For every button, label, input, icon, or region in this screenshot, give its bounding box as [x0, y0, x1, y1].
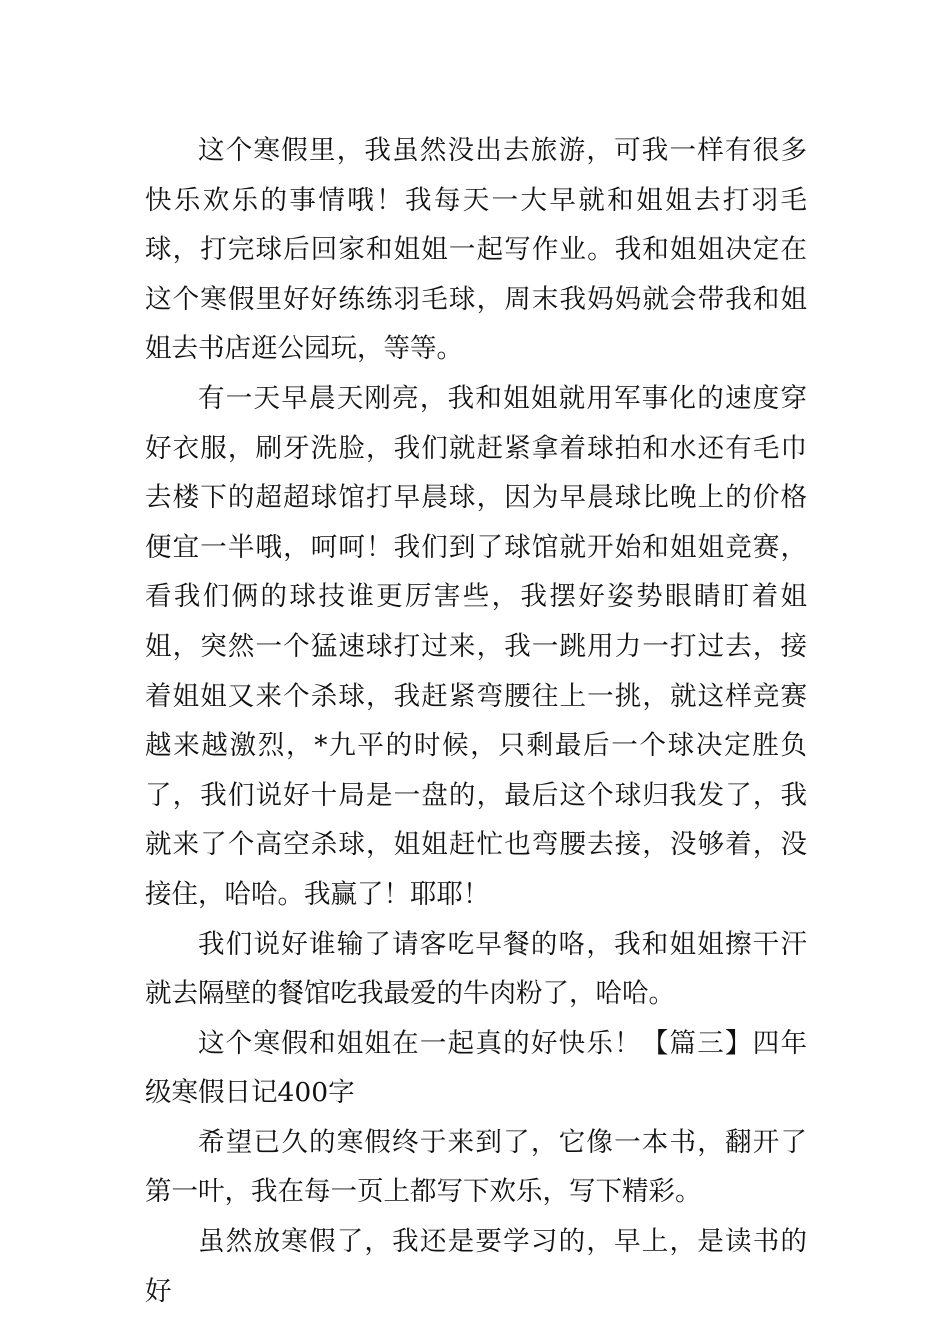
paragraph-2: 有一天早晨天刚亮，我和姐姐就用军事化的速度穿好衣服，刷牙洗脸，我们就赶紧拿着球拍和水还有毛巾去楼下的超超球馆打早晨球，因为早晨球比晚上的价格便宜一半哦，呵呵！我们到了球馆就开始和姐姐竞赛，看我们俩的球技谁更厉害些，我摆好姿势眼睛盯着姐姐，突然一个猛速球打过来，我一跳用力一打过去，接着姐姐又来个杀球，我赶紧弯腰往上一挑，就这样竞赛越来越激烈，*九平的时候，只剩最后一个球决定胜负了，我们说好十局是一盘的，最后这个球归我发了，我就来了个高空杀球，姐姐赶忙也弯腰去接，没够着，没接住，哈哈。我赢了！耶耶！	[145, 382, 807, 910]
paragraph-6: 虽然放寒假了，我还是要学习的，早上，是读书的好	[145, 1226, 807, 1307]
paragraph-4: 这个寒假和姐姐在一起真的好快乐！【篇三】四年级寒假日记400字	[145, 1027, 807, 1109]
paragraph-1: 这个寒假里，我虽然没出去旅游，可我一样有很多快乐欢乐的事情哦！我每天一大早就和姐姐去打羽毛球，打完球后回家和姐姐一起写作业。我和姐姐决定在这个寒假里好好练练羽毛球，周末我妈妈就会带我和姐姐去书店逛公园玩，等等。	[145, 135, 807, 365]
paragraph-5: 希望已久的寒假终于来到了，它像一本书，翻开了第一叶，我在每一页上都写下欢乐，写下精彩。	[145, 1126, 807, 1208]
document-body	[145, 126, 807, 1316]
paragraph-3: 我们说好谁输了请客吃早餐的咯，我和姐姐擦干汗就去隔壁的餐馆吃我最爱的牛肉粉了，哈哈。	[145, 928, 807, 1010]
